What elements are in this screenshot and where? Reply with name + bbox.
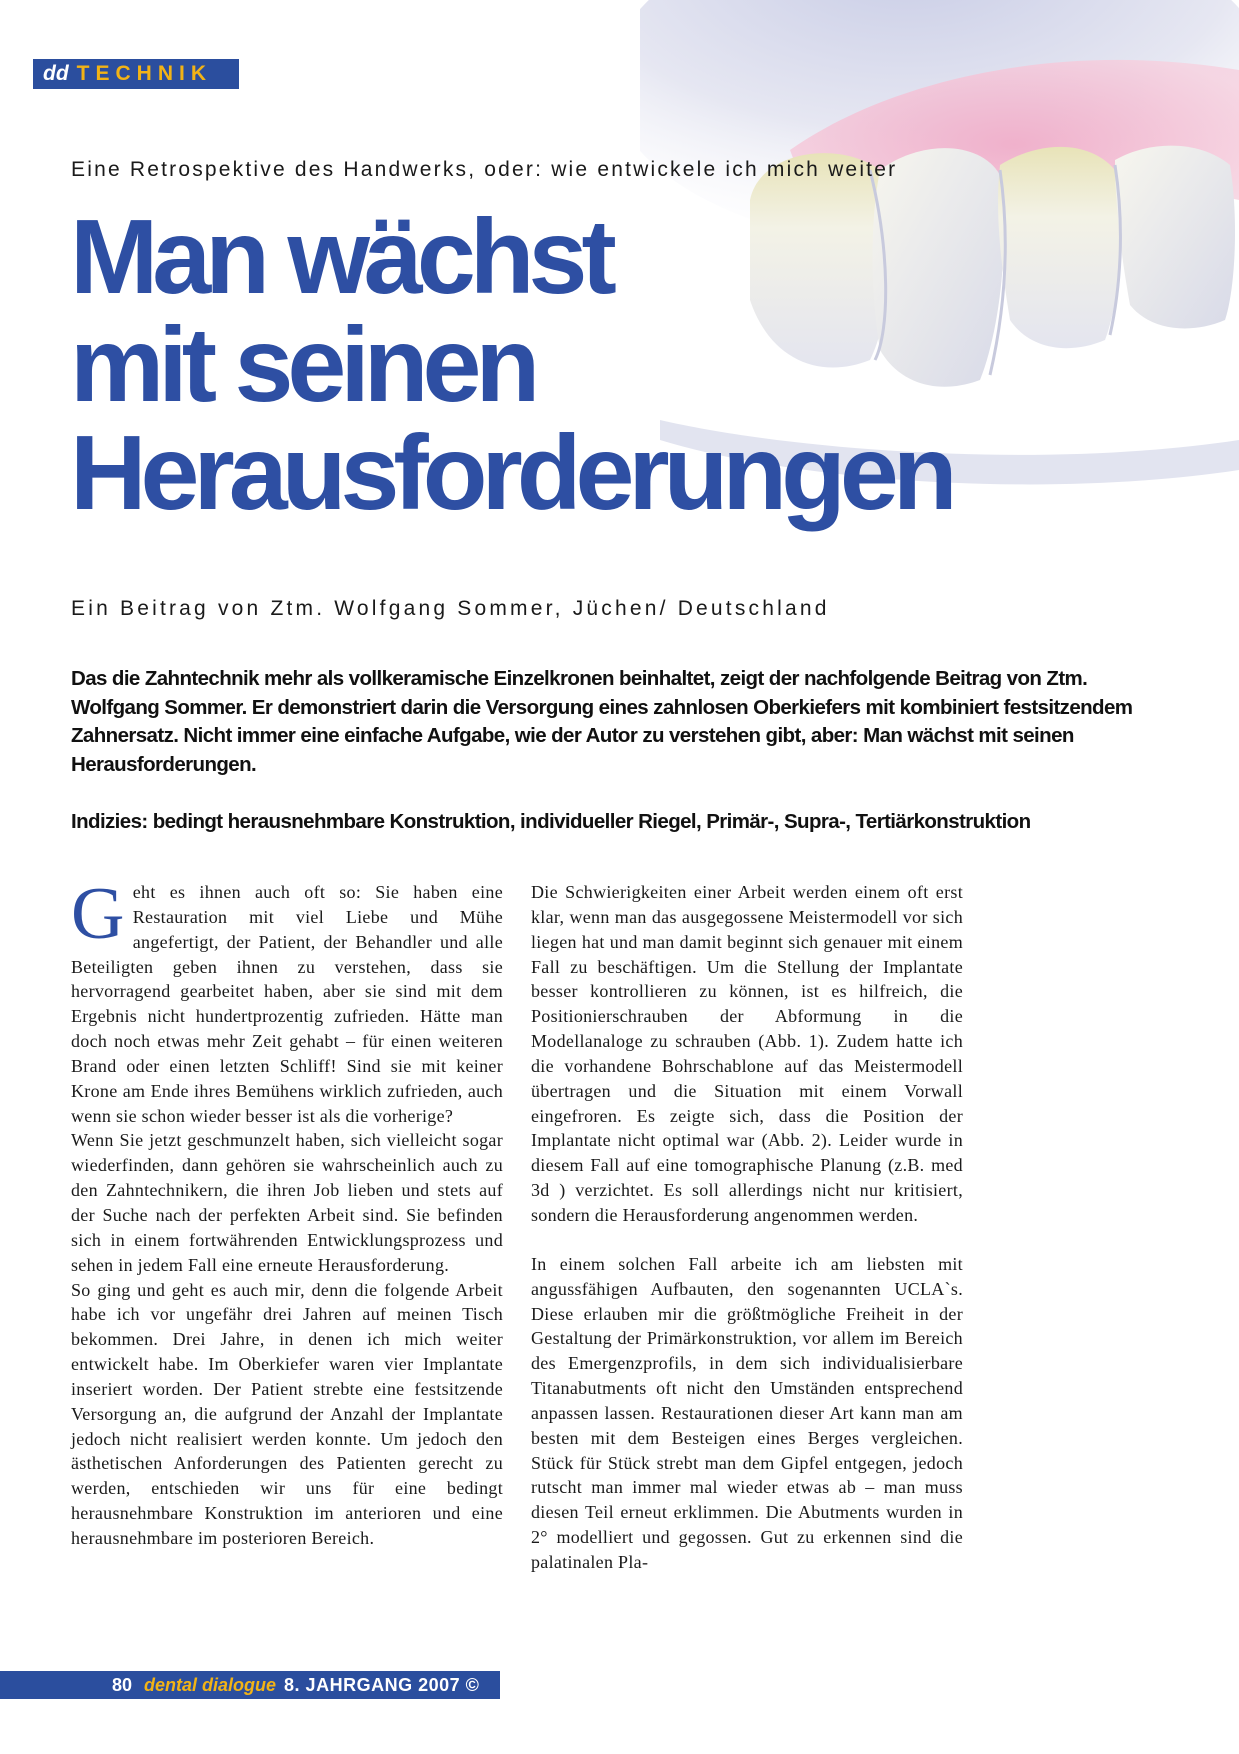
body-column-2 [531,880,963,1575]
issue-info: 8. JAHRGANG 2007 © [284,1674,480,1695]
title-line-2: mit seinen [70,306,535,424]
section-badge [33,59,239,89]
body-paragraph: In einem solchen Fall arbeite ich am liebsten mit angussfähigen Aufbauten, den sogenannten UCLA`s. Diese erlauben mir die größtmögliche Freiheit in der Gestaltung der Primärkonstruktion, vor allem im Bereich des Emergenzprofils, in dem sich individualisierbare Titanabutments oft nicht den Umständen entsprechend anpassen lassen. Restaurationen dieser Art kann man am besten mit dem Besteigen eines Berges vergleichen. Stück für Stück strebt man dem Gipfel entgegen, jedoch rutscht man immer mal wieder etwas ab – man muss diesen Teil erneut erklimmen. Die Abutments wurden in 2° modelliert und gegossen. Gut zu erkennen sind die palatinalen Pla- [531,1253,963,1572]
author-byline: Ein Beitrag von Ztm. Wolfgang Sommer, Jüchen/ Deutschland [71,597,830,620]
magazine-logo: dd [43,62,69,85]
article-title [70,198,952,532]
body-column-1 [71,873,503,1551]
page-number: 80 [112,1674,133,1695]
body-paragraph: eht es ihnen auch oft so: Sie haben eine Restauration mit viel Liebe und Mühe angefertigt, der Patient, der Behandler und alle Beteiligten geben ihnen zu verstehen, dass sie hervorragend gearbeitet haben, aber sie sind mit dem Ergebnis nicht hundertprozentig zufrieden. Hätte man doch noch etwas mehr Zeit gehabt – für einen weiteren Brand oder einen letzten Schliff! Sind sie mit keiner Krone am Ende ihres Bemühens wirklich zufrieden, auch wenn sie schon wieder besser ist als die vorherige? [71,882,503,1126]
body-paragraph: Die Schwierigkeiten einer Arbeit werden einem oft erst klar, wenn man das ausgegossene Meistermodell vor sich liegen hat und man damit beginnt sich genauer mit einem Fall zu beschäftigen. Um die Stellung der Implantate besser kontrollieren zu können, ist es hilfreich, die Positionierschrauben der Abformung in die Modellanaloge zu schrauben (Abb. 1). Zudem hatte ich die vorhandene Bohrschablone auf das Meistermodell übertragen und die Situation mit einem Vorwall eingefroren. Es zeigte sich, dass die Position der Implantate nicht optimal war (Abb. 2). Leider wurde in diesem Fall auf eine tomographische Planung (z.B. med 3d ) verzichtet. Es soll allerdings nicht nur kritisiert, sondern die Herausforderung angenommen werden. [531,882,963,1225]
title-line-1: Man wächst [70,198,611,316]
section-label: TECHNIK [76,62,212,85]
body-paragraph: Wenn Sie jetzt geschmunzelt haben, sich vielleicht sogar wiederfinden, dann gehören sie wahrscheinlich auch zu den Zahntechnikern, die ihren Job lieben und stets auf der Suche nach der perfekten Arbeit sind. Sie befinden sich in einem fortwährenden Entwicklungsprozess und sehen in jedem Fall eine erneute Herausforderung. [71,1130,503,1275]
page-footer [0,1671,500,1699]
magazine-name: dental dialogue [144,1674,277,1695]
lead-paragraph: Das die Zahntechnik mehr als vollkeramische Einzelkronen beinhaltet, zeigt der nachfolgende Beitrag von Ztm. Wolfgang Sommer. Er demonstriert darin die Versorgung eines zahnlosen Oberkiefers mit kombiniert festsitzendem Zahnersatz. Nicht immer eine einfache Aufgabe, wie der Autor zu verstehen gibt, aber: Man wächst mit seinen Herausforderungen. [71,667,1133,776]
title-line-3: Herausforderungen [70,414,952,532]
drop-cap: G [71,873,125,955]
keywords-line: Indizies: bedingt herausnehmbare Konstruktion, individueller Riegel, Primär-, Supra-, Tertiärkonstruktion [71,810,1031,833]
body-paragraph: So ging und geht es auch mir, denn die folgende Arbeit habe ich vor ungefähr drei Jahren auf meinen Tisch bekommen. Drei Jahre, in denen ich mich weiter entwickelt habe. Im Oberkiefer waren vier Implantate inseriert worden. Der Patient strebte eine festsitzende Versorgung an, die aufgrund der Anzahl der Implantate jedoch nicht realisiert werden konnte. Um jedoch den ästhetischen Anforderungen des Patienten gerecht zu werden, entschieden wir uns für eine bedingt herausnehmbare Konstruktion im anterioren und eine herausnehmbare im posterioren Bereich. [71,1279,503,1548]
kicker-subtitle: Eine Retrospektive des Handwerks, oder: wie entwickele ich mich weiter [71,158,898,181]
